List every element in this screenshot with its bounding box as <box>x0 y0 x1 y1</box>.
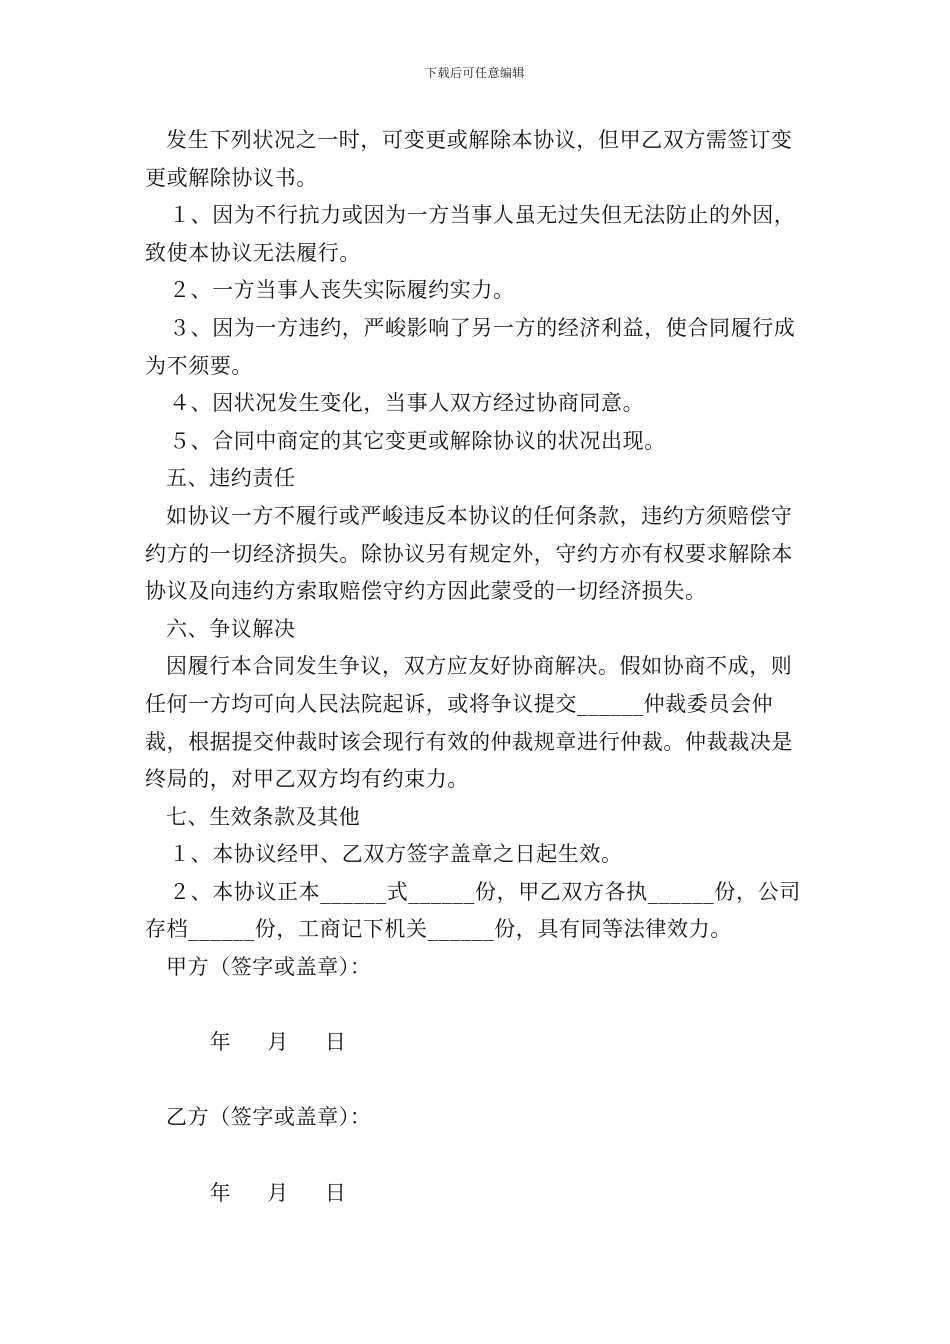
paragraph-breach-liability: 如协议一方不履行或严峻违反本协议的任何条款，违约方须赔偿守约方的一切经济损失。除协议另有规定外，守约方亦有权要求解除本协议及向违约方索取赔偿守约方因此蒙受的一切经济损失。 <box>145 503 793 604</box>
paragraph-change-conditions: 发生下列状况之一时，可变更或解除本协议，但甲乙双方需签订变更或解除协议书。 <box>145 128 793 190</box>
paragraph-effectiveness-1: １、本协议经甲、乙双方签字盖章之日起生效。 <box>169 842 623 867</box>
header-note: 下载后可任意编辑 <box>424 66 525 80</box>
section-title-dispute: 六、争议解决 <box>166 616 296 641</box>
date-day-label: 日 <box>324 1030 347 1055</box>
date-year-label: 年 <box>209 1180 232 1205</box>
paragraph-dispute-resolution: 因履行本合同发生争议，双方应友好协商解决。假如协商不成，则任何一方均可向人民法院起诉，或将争议提交______仲裁委员会仲裁，根据提交仲裁时该会现行有效的仲裁规章进行仲裁。仲裁裁决是终局的，对甲乙双方均有约束力。 <box>145 654 793 792</box>
date-day-label: 日 <box>324 1180 347 1205</box>
paragraph-effectiveness-2: ２、本协议正本______式______份，甲乙双方各执______份，公司存档______份，工商记下机关______份，具有同等法律效力。 <box>145 879 801 942</box>
date-year-label: 年 <box>209 1030 232 1055</box>
date-month-label: 月 <box>267 1180 289 1205</box>
party-a-signature-line: 甲方（签字或盖章）： <box>166 955 372 980</box>
section-title-effectiveness: 七、生效条款及其他 <box>166 804 361 829</box>
paragraph-item-3: ３、因为一方违约，严峻影响了另一方的经济利益，使合同履行成为不须要。 <box>145 315 796 378</box>
paragraph-item-4: ４、因状况发生变化，当事人双方经过协商同意。 <box>169 391 645 416</box>
paragraph-item-5: ５、合同中商定的其它变更或解除协议的状况出现。 <box>169 428 666 453</box>
paragraph-item-1: １、因为不行抗力或因为一方当事人虽无过失但无法防止的外因，致使本协议无法履行。 <box>145 203 796 265</box>
paragraph-item-2: ２、一方当事人丧失实际履约实力。 <box>169 278 515 303</box>
party-a-date-line <box>145 987 810 1100</box>
document-body <box>145 122 810 1250</box>
section-title-breach: 五、违约责任 <box>166 466 296 491</box>
party-b-signature-line: 乙方（签字或盖章）： <box>166 1105 372 1130</box>
date-month-label: 月 <box>267 1030 289 1055</box>
party-b-date-line <box>145 1137 810 1250</box>
